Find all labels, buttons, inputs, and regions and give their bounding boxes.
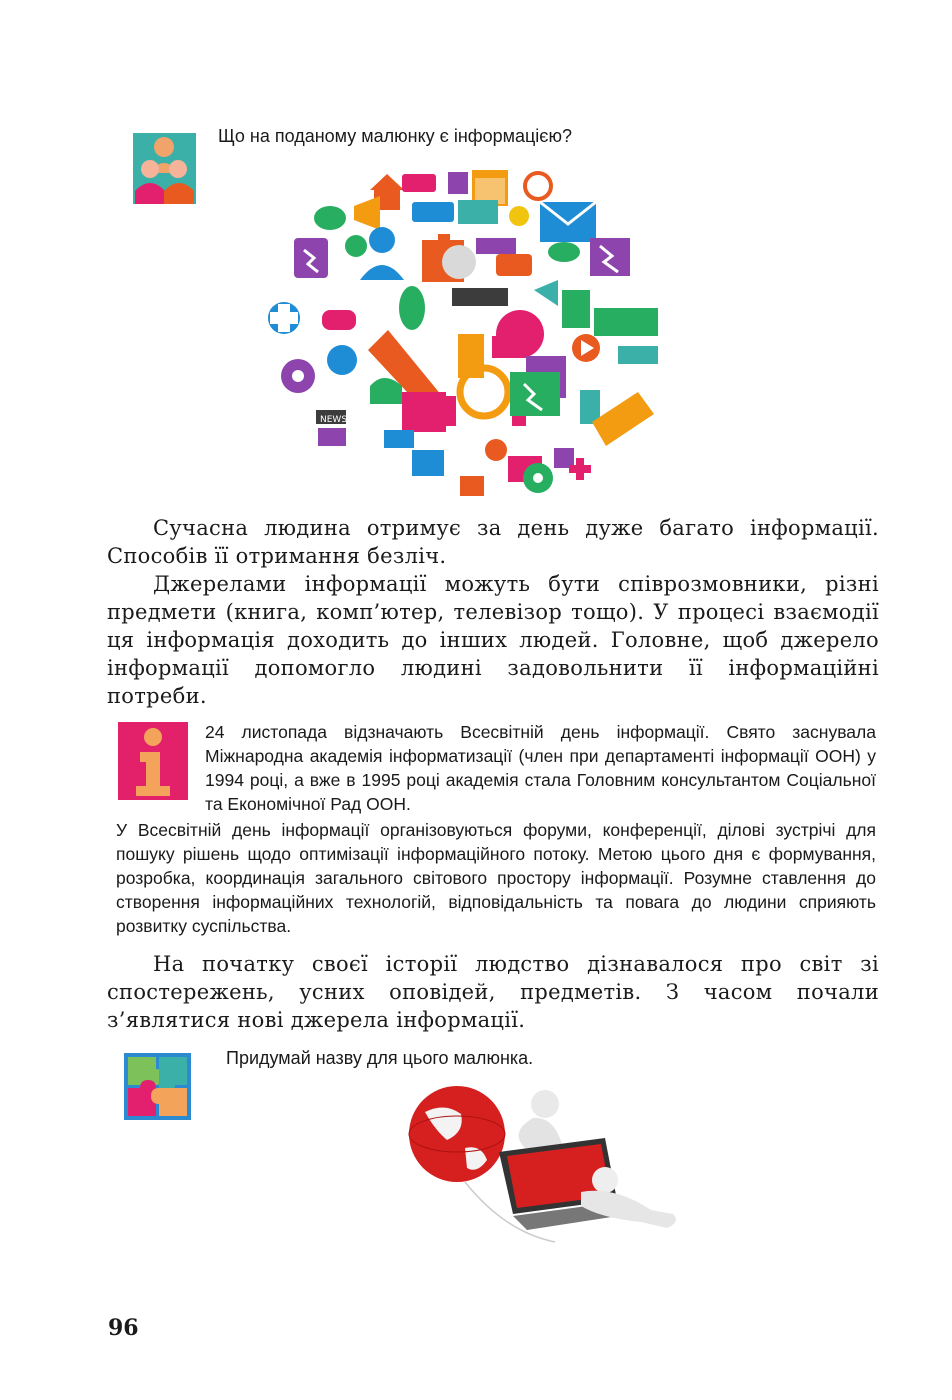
puzzle-icon <box>124 1053 191 1120</box>
paragraph-humanity-history: На початку своєї історії людство дізнавалося про світ зі спостережень, усних оповідей, предметів. З часом почали з’являтися нові джерела інформації. <box>107 952 879 1032</box>
group-work-icon <box>133 133 196 204</box>
page-number: 96 <box>108 1315 139 1341</box>
news-label: NEWS <box>320 415 348 425</box>
paragraph-modern-person: Сучасна людина отримує за день дуже багато інформації. Способів її отримання безліч. <box>107 516 879 568</box>
info-icon <box>118 722 188 800</box>
info-text-top: 24 листопада відзначають Всесвітній день інформації. Свято заснувала Міжнародна академія інформатизації (член при департаменті інформації ООН) у 1994 році, а вже в 1995 році академія стала Головним консультантом Соціальної та Економічної Рад ООН. <box>205 722 876 814</box>
info-icons-collage <box>262 160 672 508</box>
task-1-text: Що на поданому малюнку є інформацією? <box>218 126 572 146</box>
paragraph-information-sources: Джерелами інформації можуть бути співрозмовники, різні предмети (книга, комп’ютер, телевізор тощо). У процесі взаємодії ця інформація доходить до інших людей. Головне, щоб джерело інформації допомогло людині задовольнити її інформаційні потреби. <box>107 572 879 708</box>
info-text-bottom: У Всесвітній день інформації організовуються форуми, конференції, ділові зустрічі для пошуку рішень щодо оптимізації інформаційного потоку. Метою цього дня є формування, розробка, координація загального світового простору інформації. Розумне ставлення до створення інформаційних технологій, відповідальність та повага до людини сприяють розвитку суспільства. <box>116 820 876 936</box>
globe-laptop-illustration <box>405 1082 695 1267</box>
task-2-text: Придумай назву для цього малюнка. <box>226 1048 534 1068</box>
